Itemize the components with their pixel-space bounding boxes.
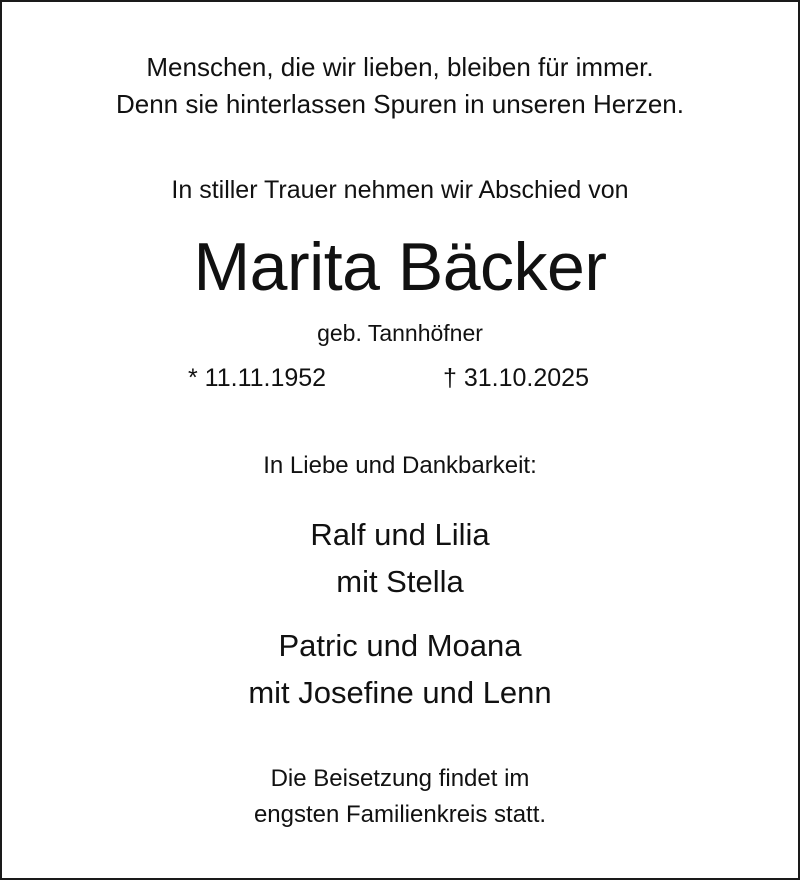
birth-date: * 11.11.1952 — [188, 364, 327, 392]
motto-line-2: Denn sie hinterlassen Spuren in unseren Herzen. — [115, 89, 684, 119]
motto-line-1: Menschen, die wir lieben, bleiben für immer. — [146, 52, 654, 82]
farewell-intro: In stiller Trauer nehmen wir Abschied von — [171, 176, 629, 204]
mourner-2-line-1: Patric und Moana — [278, 628, 522, 663]
death-date: † 31.10.2025 — [443, 364, 589, 392]
deceased-name: Marita Bäcker — [193, 229, 607, 305]
life-dates — [2, 364, 798, 396]
closing-line-1: Die Beisetzung findet im — [270, 765, 530, 792]
closing-line-2: engsten Familienkreis statt. — [253, 801, 547, 828]
mourner-1-line-1: Ralf und Lilia — [310, 517, 490, 552]
maiden-name: geb. Tannhöfner — [317, 320, 483, 346]
mourner-2-line-2: mit Josefine und Lenn — [248, 675, 552, 710]
thanks-line: In Liebe und Dankbarkeit: — [263, 452, 537, 479]
mourner-1-line-2: mit Stella — [336, 564, 464, 599]
